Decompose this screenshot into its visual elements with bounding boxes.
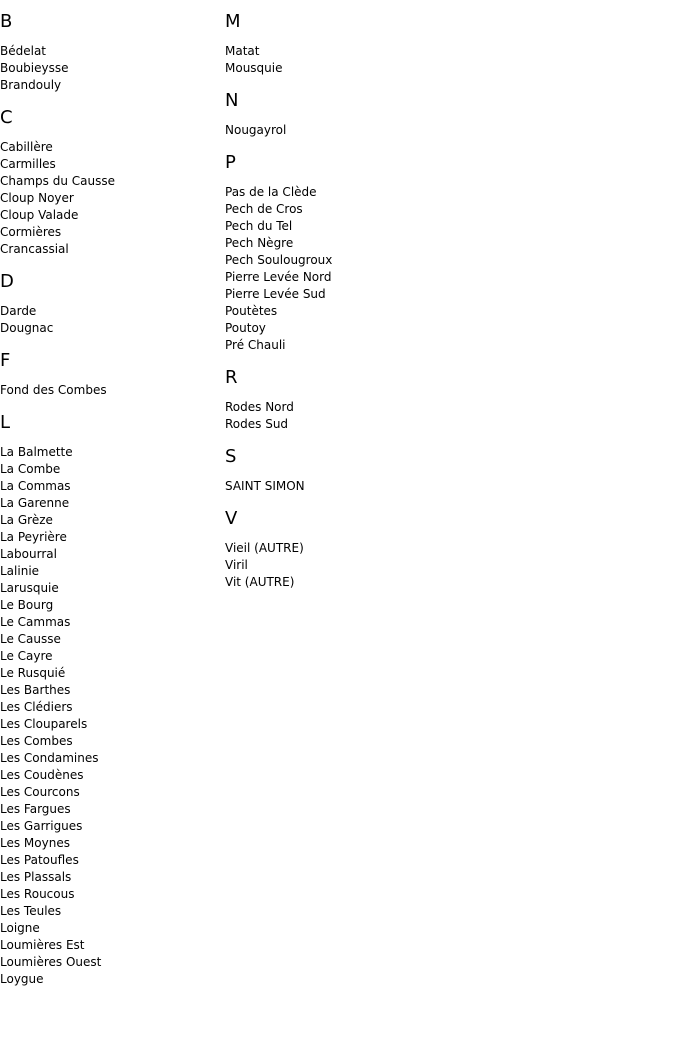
place-name: Pech Nègre (225, 236, 294, 250)
place-name: Cloup Noyer (0, 191, 74, 205)
place-name: Loumières Est (0, 938, 85, 952)
place-name: Cormières (0, 225, 62, 239)
place-name: Les Coudènes (0, 768, 84, 782)
place-name: Les Barthes (0, 683, 71, 697)
place-name: Matat (225, 44, 260, 58)
place-name: Les Roucous (0, 887, 75, 901)
letter-group-l (0, 401, 220, 988)
group-letter-heading: F (0, 350, 11, 371)
index-column-left (0, 0, 220, 988)
place-name: Pas de la Clède (225, 185, 317, 199)
group-letter-heading: S (225, 446, 237, 467)
place-name: Loigne (0, 921, 40, 935)
place-name: Fond des Combes (0, 383, 107, 397)
group-letter-heading: C (0, 107, 13, 128)
place-name: Mousquie (225, 61, 283, 75)
letter-group-s (225, 435, 485, 495)
place-name: Pech Soulougroux (225, 253, 333, 267)
place-name: Larusquie (0, 581, 59, 595)
place-name: Darde (0, 304, 37, 318)
place-list (225, 112, 485, 139)
group-letter-heading: P (225, 152, 236, 173)
letter-group-p (225, 141, 485, 354)
place-name: Nougayrol (225, 123, 287, 137)
place-name: Loumières Ouest (0, 955, 102, 969)
place-name: Les Combes (0, 734, 73, 748)
place-name: Loygue (0, 972, 44, 986)
place-name: Poutètes (225, 304, 278, 318)
group-letter-heading: N (225, 90, 239, 111)
place-name: Carmilles (0, 157, 56, 171)
letter-group-f (0, 339, 220, 399)
place-name: Pierre Levée Nord (225, 270, 332, 284)
letter-group-m (225, 0, 485, 77)
place-name: La Combe (0, 462, 61, 476)
place-name: Lalinie (0, 564, 40, 578)
place-name: Poutoy (225, 321, 266, 335)
place-name: Crancassial (0, 242, 69, 256)
place-name: Les Plassals (0, 870, 72, 884)
place-name: Le Cayre (0, 649, 53, 663)
place-list (0, 293, 220, 337)
place-name: Pré Chauli (225, 338, 286, 352)
group-letter-heading: R (225, 367, 238, 388)
place-name: Les Fargues (0, 802, 71, 816)
place-name: Le Causse (0, 632, 61, 646)
place-list (225, 530, 485, 591)
place-name: Dougnac (0, 321, 54, 335)
place-name: La Peyrière (0, 530, 67, 544)
place-name: Boubieysse (0, 61, 69, 75)
place-name: Cabillère (0, 140, 53, 154)
letter-group-v (225, 497, 485, 591)
place-list (225, 468, 485, 495)
place-name: Les Moynes (0, 836, 70, 850)
place-list (0, 434, 220, 988)
index-column-right (225, 0, 485, 591)
place-name: Vieil (AUTRE) (225, 541, 304, 555)
place-name: Vit (AUTRE) (225, 575, 295, 589)
letter-group-b (0, 0, 220, 94)
letter-group-n (225, 79, 485, 139)
place-name: Champs du Causse (0, 174, 115, 188)
place-name: Les Condamines (0, 751, 99, 765)
place-list (225, 389, 485, 433)
group-letter-heading: D (0, 271, 14, 292)
place-list (225, 174, 485, 354)
place-name: Les Clédiers (0, 700, 73, 714)
place-name: Rodes Nord (225, 400, 294, 414)
place-name: Bédelat (0, 44, 47, 58)
place-name: La Balmette (0, 445, 73, 459)
place-name: Pech du Tel (225, 219, 293, 233)
place-name: La Commas (0, 479, 71, 493)
place-name: Pech de Cros (225, 202, 303, 216)
place-list (0, 129, 220, 258)
place-name: SAINT SIMON (225, 479, 305, 493)
group-letter-heading: V (225, 508, 238, 529)
place-list (0, 372, 220, 399)
place-name: Les Courcons (0, 785, 80, 799)
place-name: Les Patoufles (0, 853, 79, 867)
place-name: Les Teules (0, 904, 62, 918)
letter-group-d (0, 260, 220, 337)
place-name: Le Cammas (0, 615, 71, 629)
place-name: La Garenne (0, 496, 70, 510)
place-name: Labourral (0, 547, 57, 561)
place-name: Brandouly (0, 78, 62, 92)
place-name: Le Rusquié (0, 666, 66, 680)
place-list (225, 33, 485, 77)
place-name: Les Clouparels (0, 717, 88, 731)
place-name: Pierre Levée Sud (225, 287, 326, 301)
place-name: Viril (225, 558, 248, 572)
group-letter-heading: L (0, 412, 11, 433)
place-name: La Grèze (0, 513, 53, 527)
letter-group-c (0, 96, 220, 258)
place-name: Les Garrigues (0, 819, 83, 833)
place-name: Cloup Valade (0, 208, 79, 222)
place-name: Le Bourg (0, 598, 54, 612)
group-letter-heading: M (225, 11, 241, 32)
group-letter-heading: B (0, 11, 13, 32)
place-list (0, 33, 220, 94)
place-name: Rodes Sud (225, 417, 289, 431)
letter-group-r (225, 356, 485, 433)
